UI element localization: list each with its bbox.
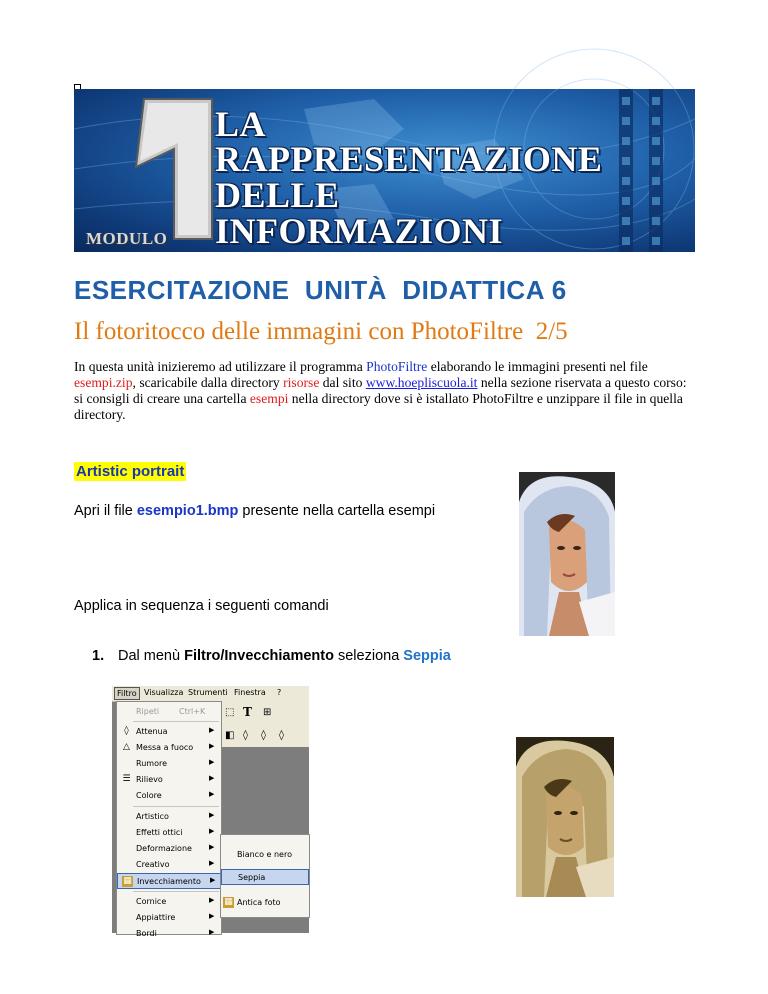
example-filename: esempio1.bmp — [136, 503, 239, 519]
step-number: 1. — [92, 648, 105, 664]
banner-line-4: INFORMAZIONI — [215, 211, 504, 251]
submenu-arrow-icon: ▶ — [209, 912, 215, 920]
emboss-icon: ☰ — [122, 774, 131, 784]
menu-item-creativo[interactable]: Creativo ▶ — [136, 859, 215, 869]
intro-text: In questa unità inizieremo ad utilizzare il programma — [74, 359, 367, 374]
zip-filename: esempi.zip — [74, 375, 133, 390]
intro-text: dal sito — [319, 375, 366, 390]
apply-instruction: Applica in sequenza i seguenti comandi — [74, 598, 329, 614]
submenu-item-seppia[interactable]: Seppia — [221, 869, 309, 885]
instruction-text: presente nella cartella esempi — [238, 503, 436, 519]
banner-line-1: LA — [215, 104, 267, 144]
triangle-icon: △ — [123, 742, 130, 752]
submenu-arrow-icon: ▶ — [209, 726, 215, 734]
submenu-arrow-icon: ▶ — [209, 742, 215, 750]
drop-fill-icon[interactable]: ◊ — [261, 730, 266, 741]
submenu-item-bianco-e-nero[interactable]: Bianco e nero — [237, 850, 292, 859]
banner-modulo-label: MODULO — [86, 229, 168, 248]
hoepliscuola-link[interactable]: www.hoepliscuola.it — [365, 375, 478, 390]
submenu-arrow-icon: ▶ — [209, 774, 215, 782]
contrast-icon[interactable]: ◧ — [225, 730, 235, 741]
menu-item-cornice[interactable]: Cornice ▶ — [136, 896, 215, 906]
filtro-dropdown-menu — [116, 701, 222, 938]
menu-finestra[interactable]: Finestra — [234, 688, 266, 697]
step-1 — [92, 648, 451, 664]
layers-icon[interactable]: ⊞ — [263, 707, 272, 718]
module-banner — [74, 89, 695, 252]
menu-visualizza[interactable]: Visualizza — [144, 688, 184, 697]
step-text: seleziona — [333, 648, 404, 664]
menu-item-messa-a-fuoco[interactable]: △ Messa a fuoco ▶ — [117, 740, 221, 756]
menubar — [112, 686, 309, 702]
old-photo-icon: ▦ — [224, 897, 233, 907]
banner-line-2: RAPPRESENTAZIONE — [215, 139, 603, 179]
step-text: Dal menù — [118, 648, 185, 664]
section-heading: Artistic portrait — [76, 463, 185, 480]
module-number-graphic — [136, 99, 212, 239]
menu-item-bordi[interactable]: Bordi ▶ — [136, 928, 215, 938]
drop-outline-icon[interactable]: ◊ — [279, 730, 284, 741]
submenu-arrow-icon: ▶ — [209, 790, 215, 798]
intro-text: nella sezione riservata a questo corso: si consigli di creare una cartella — [74, 375, 687, 406]
program-name: PhotoFiltre — [366, 359, 428, 374]
page-subtitle: Il fotoritocco delle immagini con PhotoFiltre 2/5 — [74, 318, 568, 345]
portrait-sepia-image — [516, 737, 614, 897]
submenu-arrow-icon: ▶ — [209, 758, 215, 766]
menu-item-name: Seppia — [403, 648, 451, 664]
selection-tool-icon[interactable]: ⬚ — [225, 707, 235, 718]
page-title: ESERCITAZIONE UNITÀ DIDATTICA 6 — [74, 275, 567, 305]
menu-path: Filtro/Invecchiamento — [184, 648, 334, 664]
intro-text: nella directory dove si è istallato PhotoFiltre e unzippare il file in quella directory. — [74, 391, 683, 422]
banner-line-3: DELLE — [215, 175, 340, 215]
menu-item-ripeti[interactable]: Ripeti Ctrl+K — [136, 707, 206, 716]
photofiltre-menu-screenshot — [112, 686, 309, 938]
submenu-arrow-icon: ▶ — [209, 896, 215, 904]
portrait-original-image — [519, 472, 615, 636]
open-file-instruction — [74, 503, 435, 519]
submenu-item-antica-foto[interactable]: ▦ Antica foto — [224, 897, 281, 907]
menu-strumenti[interactable]: Strumenti — [188, 688, 228, 697]
menu-item-artistico[interactable]: Artistico ▶ — [136, 811, 215, 821]
menu-item-deformazione[interactable]: Deformazione ▶ — [136, 843, 215, 853]
drop-icon[interactable]: ◊ — [243, 730, 248, 741]
submenu-arrow-icon: ▶ — [209, 859, 215, 867]
drop-icon: ◊ — [124, 726, 129, 736]
invecchiamento-submenu — [220, 834, 310, 918]
intro-text: , scaricabile dalla directory — [132, 375, 284, 390]
text-tool-icon[interactable]: T — [243, 705, 252, 719]
menu-item-rilievo[interactable]: ☰ Rilievo ▶ — [122, 774, 215, 784]
menu-filtro[interactable]: Filtro — [114, 687, 140, 700]
menu-item-appiattire[interactable]: Appiattire ▶ — [136, 912, 215, 922]
intro-text: elaborando le immagini presenti nel file — [427, 359, 648, 374]
instruction-text: Apri il file — [74, 503, 137, 519]
submenu-arrow-icon: ▶ — [209, 811, 215, 819]
esempi-folder: esempi — [249, 391, 289, 406]
menu-item-invecchiamento[interactable]: ▦ Invecchiamento ▶ — [117, 873, 221, 889]
toolbar — [217, 701, 309, 747]
submenu-arrow-icon: ▶ — [209, 928, 215, 936]
intro-paragraph — [74, 359, 694, 423]
menu-item-rumore[interactable]: Rumore ▶ — [136, 758, 215, 768]
submenu-arrow-icon: ▶ — [209, 827, 215, 835]
menu-item-colore[interactable]: Colore ▶ — [136, 790, 215, 800]
submenu-arrow-icon: ▶ — [209, 843, 215, 851]
risorse-directory: risorse — [283, 375, 320, 390]
menu-item-attenua[interactable]: ◊ Attenua ▶ — [117, 724, 221, 740]
menu-help[interactable]: ? — [277, 688, 282, 697]
submenu-arrow-icon: ▶ — [210, 876, 216, 884]
aging-icon: ▦ — [123, 876, 132, 886]
menu-item-effetti-ottici[interactable]: Effetti ottici ▶ — [136, 827, 215, 837]
